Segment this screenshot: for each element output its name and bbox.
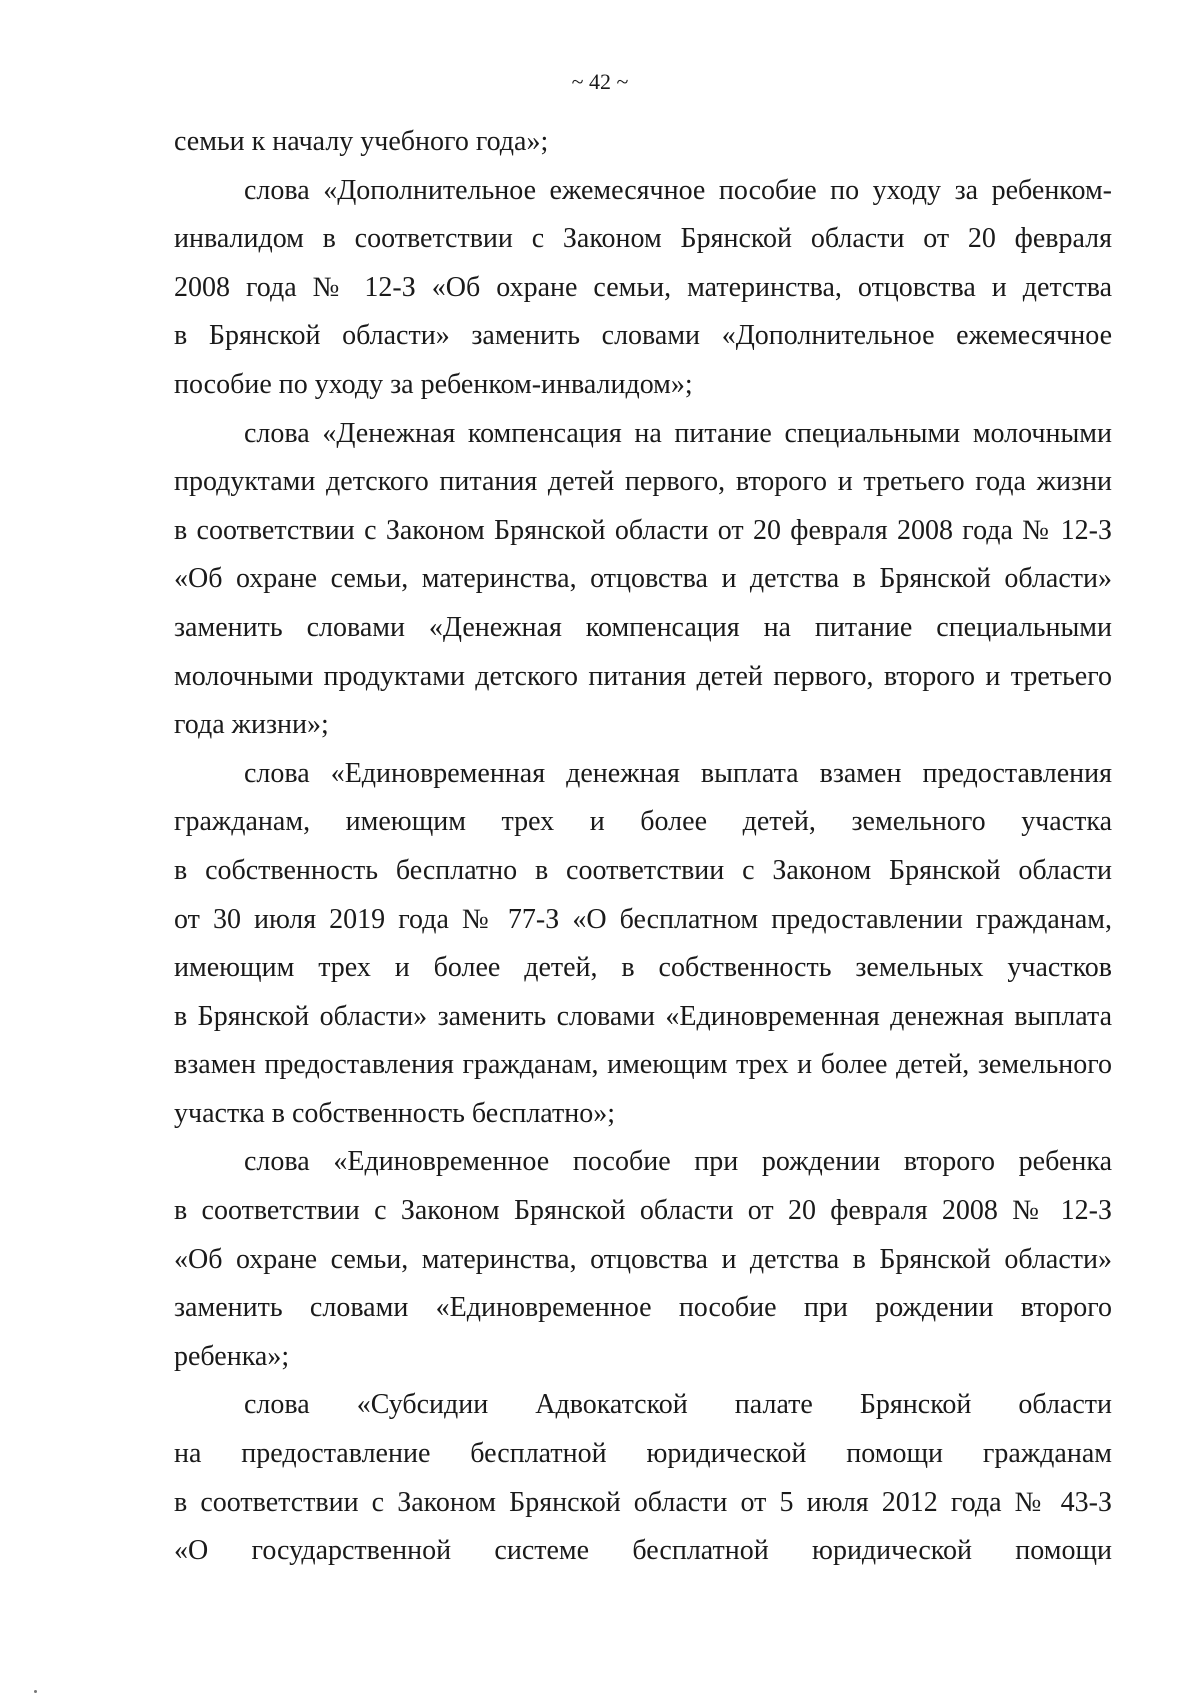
text-line: «Об охране семьи, материнства, отцовства и детства в Брянской области» — [174, 563, 1112, 595]
text-line: в Брянской области» заменить словами «Единовременная денежная выплата — [174, 1000, 1112, 1032]
paragraph-first-line: слова «Денежная компенсация на питание специальными молочными — [244, 417, 1112, 449]
text-line: «О государственной системе бесплатной юридической помощи — [174, 1535, 1112, 1567]
text-line: в соответствии с Законом Брянской области от 20 февраля 2008 года № 12-З — [174, 514, 1112, 546]
text-line: семьи к началу учебного года»; — [174, 126, 549, 157]
paragraph-first-line: слова «Дополнительное ежемесячное пособие по уходу за ребенком- — [244, 174, 1112, 206]
text-line: в соответствии с Законом Брянской области от 20 февраля 2008 № 12-З — [174, 1195, 1112, 1227]
text-line: инвалидом в соответствии с Законом Брянской области от 20 февраля — [174, 223, 1112, 255]
page-number: ~ 42 ~ — [571, 69, 629, 94]
paragraph-first-line: слова «Единовременное пособие при рождении второго ребенка — [244, 1146, 1112, 1178]
document-body — [174, 118, 1112, 1576]
text-line: «Об охране семьи, материнства, отцовства и детства в Брянской области» — [174, 1243, 1112, 1275]
text-line: молочными продуктами детского питания детей первого, второго и третьего — [174, 660, 1112, 692]
text-line: года жизни»; — [174, 709, 329, 741]
text-line: в соответствии с Законом Брянской области от 5 июля 2012 года № 43-З — [174, 1486, 1112, 1518]
text-line: гражданам, имеющим трех и более детей, земельного участка — [174, 806, 1112, 838]
text-line: продуктами детского питания детей первого, второго и третьего года жизни — [174, 466, 1112, 498]
text-line: имеющим трех и более детей, в собственность земельных участков — [174, 952, 1112, 984]
text-line: ребенка»; — [174, 1340, 290, 1372]
text-line: заменить словами «Единовременное пособие при рождении второго — [174, 1292, 1112, 1324]
paragraph-first-line: слова «Субсидии Адвокатской палате Брянской области — [244, 1389, 1112, 1421]
text-line: участка в собственность бесплатно»; — [174, 1097, 616, 1129]
text-line: на предоставление бесплатной юридической помощи гражданам — [174, 1438, 1112, 1470]
text-line: от 30 июля 2019 года № 77-З «О бесплатном предоставлении гражданам, — [174, 903, 1112, 935]
scan-mark — [34, 1690, 37, 1693]
text-line: 2008 года № 12-З «Об охране семьи, материнства, отцовства и детства — [174, 271, 1112, 303]
text-line: в собственность бесплатно в соответствии с Законом Брянской области — [174, 854, 1112, 886]
text-line: в Брянской области» заменить словами «Дополнительное ежемесячное — [174, 320, 1112, 352]
text-line: взамен предоставления гражданам, имеющим трех и более детей, земельного — [174, 1049, 1112, 1081]
text-line: пособие по уходу за ребенком-инвалидом»; — [174, 368, 693, 400]
text-line: заменить словами «Денежная компенсация на питание специальными — [174, 611, 1112, 643]
paragraph-first-line: слова «Единовременная денежная выплата взамен предоставления — [244, 757, 1112, 789]
